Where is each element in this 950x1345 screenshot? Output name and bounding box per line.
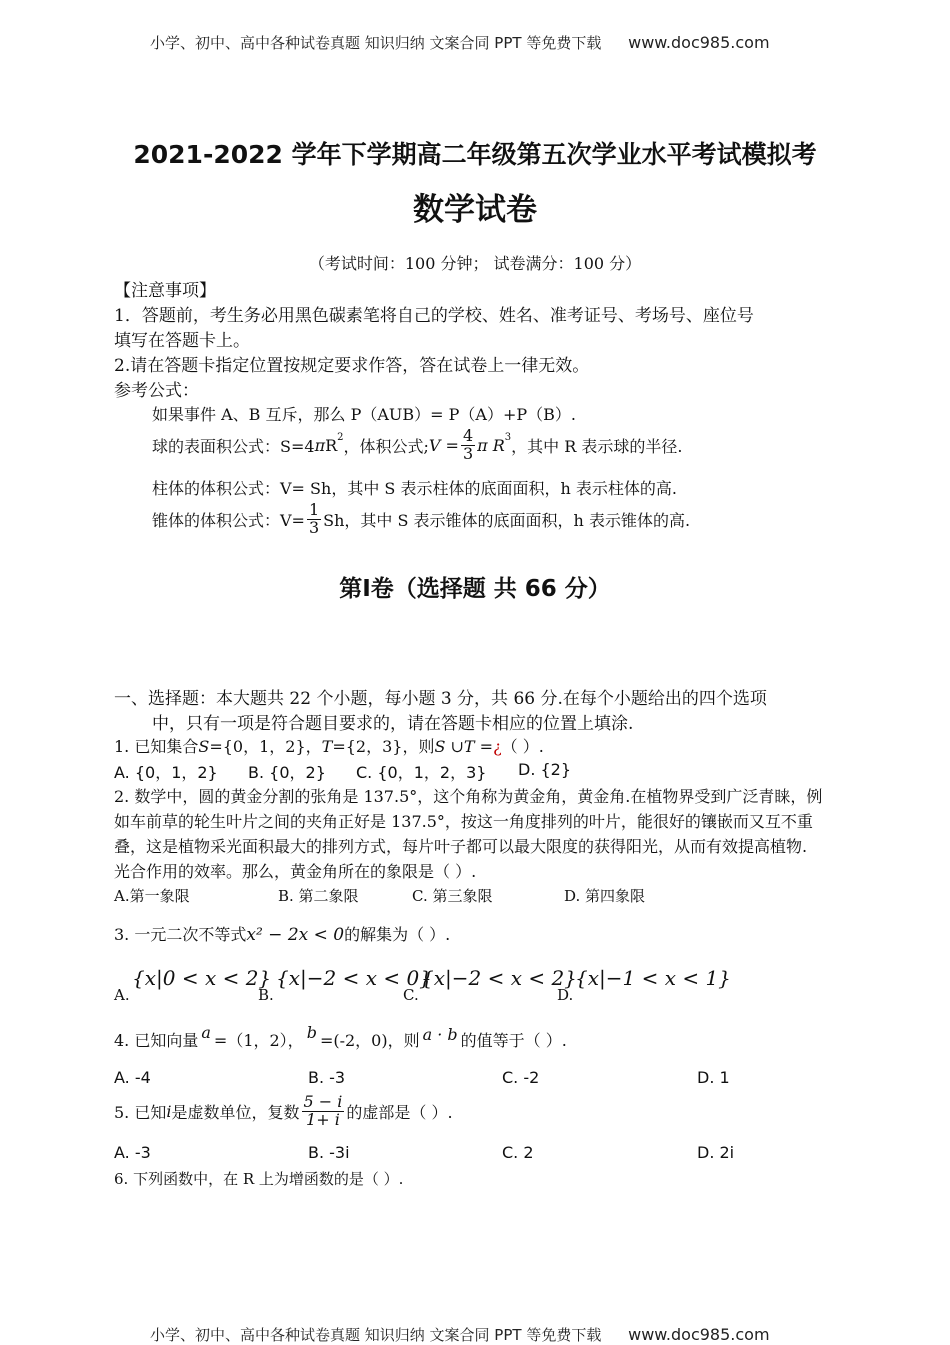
q5-stem-c: 的虚部是（ ）. [346,1102,453,1122]
formulas-heading: 参考公式： [114,381,199,401]
formula-sphere [152,428,682,463]
header-site[interactable]: www.doc985.com [628,33,770,52]
formula-cylinder: 柱体的体积公式：V= Sh，其中 S 表示柱体的底面面积，h 表示柱体的高. [152,479,677,498]
q1-option-d[interactable]: D. {2} [518,760,572,779]
formula-sphere-volume-label: ，体积公式; [343,436,429,456]
formula-sphere-sup: 2 [337,432,344,443]
q5-fraction [302,1094,345,1129]
q1-set-t: T [321,737,333,756]
section-title: 第Ⅰ卷（选择题 共 66 分） [339,576,611,602]
q3-option-a-set[interactable]: {x|0 < x < 2} [132,966,272,990]
q3-inequality: x² − 2x < 0 [246,925,345,945]
question-2-line2: 如车前草的轮生叶片之间的夹角正好是 137.5°，按这一角度排列的叶片，能很好的镶嵌而又互不重 [114,812,813,831]
question-1-stem [114,734,544,757]
q3-option-d-label[interactable]: D. [557,986,574,1004]
fraction-4-3 [461,428,475,463]
q5-option-a[interactable]: A. -3 [114,1143,151,1162]
formula-mutually-exclusive: 如果事件 A、B 互斥，那么 P（AUB）= P（A）+P（B）. [152,405,576,424]
q2-option-c[interactable]: C. 第三象限 [412,887,493,905]
q1-set-s: S [198,737,210,756]
q1-option-b[interactable]: B. {0，2} [248,763,326,782]
question-4-stem [114,1023,567,1051]
q3-option-b-label[interactable]: B. [258,986,274,1004]
notice-item-1-line1: 1．答题前，考生务必用黑色碳素笔将自己的学校、姓名、准考证号、考场号、座位号 [114,306,754,326]
q4-option-b[interactable]: B. -3 [308,1068,346,1087]
q4-option-a[interactable]: A. -4 [114,1068,151,1087]
formula-sphere-area-label: 球的表面积公式：S=4 [152,436,315,456]
q1-set-s-value: ={0，1，2}， [209,737,322,756]
q5-denominator: 1+ i [306,1109,340,1129]
q2-option-a[interactable]: A.第一象限 [114,887,190,905]
notice-item-2: 2.请在答题卡指定位置按规定要求作答，答在试卷上一律无效。 [114,356,590,376]
q4-option-c[interactable]: C. -2 [502,1068,540,1087]
question-5-stem [114,1094,453,1129]
q4-vector-a: a [201,1023,211,1042]
q1-glyph: ¿ [493,737,502,756]
q4-stem-b: 的值等于（ ）. [460,1031,567,1050]
formula-cone-label: 锥体的体积公式：V= [152,510,305,530]
fraction-1-3 [307,502,321,537]
q3-option-a-label[interactable]: A. [114,986,130,1004]
q1-stem-b: （ ）. [501,737,544,756]
q4-vector-a-value: =（1，2）， [213,1031,304,1050]
formula-sphere-desc: ，其中 R 表示球的半径. [511,436,683,456]
q3-stem-a: 3. 一元二次不等式 [114,925,247,944]
q4-stem-a: 4. 已知向量 [114,1031,199,1050]
q5-numerator: 5 − i [303,1092,343,1111]
header-text: 小学、初中、高中各种试卷真题 知识归纳 文案合同 PPT 等免费下载 [150,34,602,52]
q3-option-d-set[interactable]: {x|−1 < x < 1} [575,966,731,990]
exam-subject-title: 数学试卷 [413,192,537,228]
q4-vector-b-value: =(-2，0)，则 [319,1031,420,1050]
q4-vector-b: b [306,1023,317,1042]
fraction-denominator: 3 [462,443,474,463]
q3-option-b-set[interactable]: {x|−2 < x < 0} [276,966,432,990]
q4-dot-product: a · b [422,1025,458,1044]
q5-stem-b: 是虚数单位，复数 [171,1102,300,1122]
question-3-stem [114,922,450,945]
part1-instructions-line1: 一、选择题：本大题共 22 个小题，每小题 3 分，共 66 分.在每个小题给出的四个选项 [114,689,767,709]
q2-option-d[interactable]: D. 第四象限 [564,887,646,905]
q5-option-b[interactable]: B. -3i [308,1143,350,1162]
exam-title: 2021-2022 学年下学期高二年级第五次学业水平考试模拟考 [133,140,817,169]
pi-symbol: π [314,435,326,455]
page-header [150,32,770,53]
footer-site[interactable]: www.doc985.com [628,1325,770,1344]
q1-union: S ∪T = [434,737,494,756]
q1-option-c[interactable]: C. {0，1，2，3} [356,763,487,782]
q3-option-c-set[interactable]: {x|−2 < x < 2} [421,966,577,990]
formula-sphere-r: R [325,435,338,455]
fraction-numerator: 1 [308,500,320,519]
q1-option-a[interactable]: A. {0，1，2} [114,763,218,782]
formula-cone [152,502,690,537]
formula-sphere-sup3: 3 [504,432,512,443]
q5-stem-a: 5. 已知 [114,1102,167,1122]
question-2-line1: 2. 数学中，圆的黄金分割的张角是 137.5°，这个角称为黄金角，黄金角.在植物界受到广泛青睐，例 [114,787,823,806]
q5-option-d[interactable]: D. 2i [697,1143,735,1162]
formula-sphere-pir: π R [477,435,505,455]
notice-item-1-line2: 填写在答题卡上。 [114,331,250,351]
q2-option-b[interactable]: B. 第二象限 [278,887,359,905]
footer-text: 小学、初中、高中各种试卷真题 知识归纳 文案合同 PPT 等免费下载 [150,1326,602,1344]
fraction-denominator: 3 [308,517,320,537]
q3-stem-b: 的解集为（ ）. [344,925,451,944]
q1-set-t-value: ={2，3}，则 [332,737,435,756]
page-footer [150,1324,770,1345]
question-2-line4: 光合作用的效率。那么，黄金角所在的象限是（ ）. [114,862,477,881]
q5-imaginary-unit: i [166,1101,172,1121]
fraction-numerator: 4 [462,426,474,445]
part1-instructions-line2: 中，只有一项是符合题目要求的，请在答题卡相应的位置上填涂. [152,714,634,734]
q1-stem-a: 1. 已知集合 [114,737,199,756]
question-2-line3: 叠，这是植物采光面积最大的排列方式，每片叶子都可以最大限度的获得阳光，从而有效提高植物. [114,837,808,856]
q5-option-c[interactable]: C. 2 [502,1143,534,1162]
q3-option-c-label[interactable]: C. [403,986,419,1004]
q4-option-d[interactable]: D. 1 [697,1068,730,1087]
exam-info: （考试时间：100 分钟； 试卷满分：100 分） [308,254,642,273]
notice-heading: 【注意事项】 [114,281,216,301]
question-6-stem: 6. 下列函数中，在 R 上为增函数的是（ ）. [114,1170,404,1188]
formula-sphere-v: V = [428,435,459,455]
formula-cone-desc: Sh，其中 S 表示锥体的底面面积，h 表示锥体的高. [323,510,691,530]
